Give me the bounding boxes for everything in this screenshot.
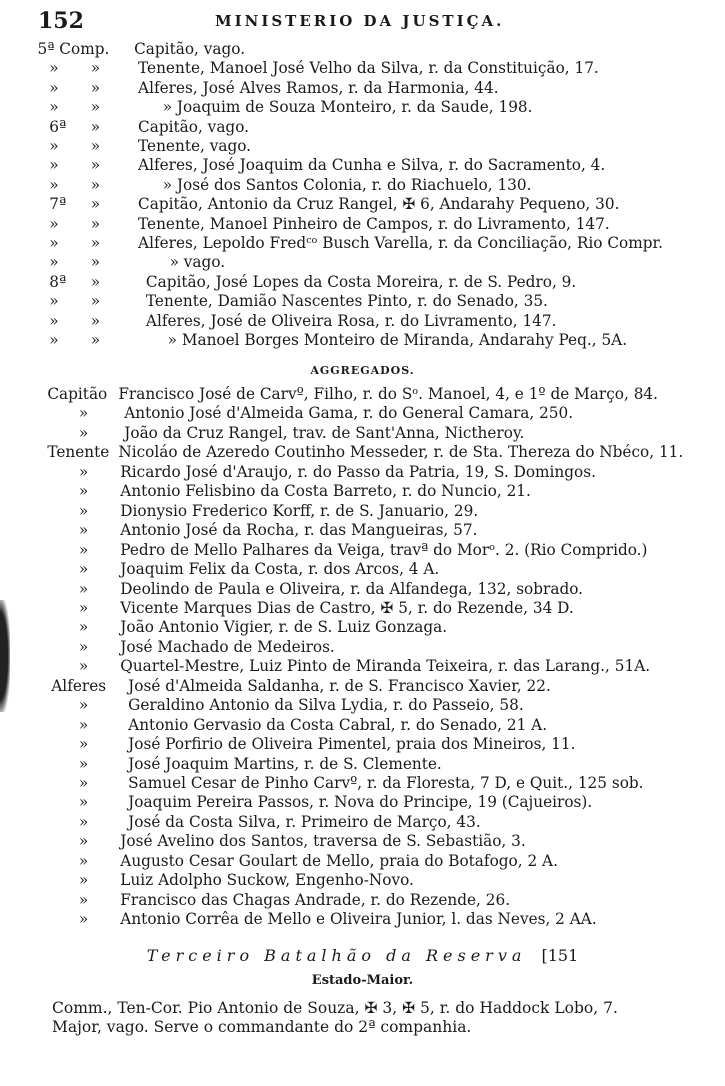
rank-label: » (78, 715, 89, 734)
officer-entry: Samuel Cesar de Pinho Carvº, r. da Floresta, 7 D, e Quit., 125 sob. (128, 774, 644, 792)
officer-entry: Antonio Felisbino da Costa Barreto, r. do Nuncio, 21. (120, 482, 531, 501)
officer-entry: » José dos Santos Colonia, r. do Riachuelo, 130. (162, 175, 532, 194)
company-number: 8ª (49, 272, 67, 291)
officer-entry: Alferes, José de Oliveira Rosa, r. do Livramento, 147. (145, 311, 557, 330)
officer-entry: Dionysio Frederico Korff, r. de S. Januario, 29. (120, 501, 479, 520)
ditto-mark: » (90, 195, 101, 214)
officer-entry: Ricardo José d'Araujo, r. do Passo da Patria, 19, S. Domingos. (120, 462, 596, 481)
rank-label: » (78, 657, 89, 676)
rank-label: » (78, 404, 89, 423)
ditto-mark: » (90, 331, 101, 349)
rank-label: » (78, 871, 89, 890)
section-ref: [151 (541, 946, 579, 965)
officer-entry: Francisco das Chagas Andrade, r. do Rezende, 26. (120, 890, 511, 909)
section-heading: Terceiro Batalhão da Reserva (146, 946, 527, 965)
officer-entry: Joaquim Pereira Passos, r. Nova do Principe, 19 (Cajueiros). (128, 793, 593, 812)
company-number: » (49, 156, 59, 175)
company-number: » (49, 292, 59, 311)
company-number: 6ª (49, 117, 67, 136)
officer-entry: Capitão, vago. (134, 40, 246, 58)
officer-entry: Antonio José d'Almeida Gama, r. do General Camara, 250. (124, 404, 574, 423)
rank-label: » (78, 540, 89, 559)
ditto-mark: » (90, 214, 101, 233)
ditto-mark: » (90, 98, 101, 117)
officer-entry: Antonio Corrêa de Mello e Oliveira Junior, l. das Neves, 2 AA. (120, 910, 597, 929)
officer-entry: José Porfirio de Oliveira Pimentel, praia dos Mineiros, 11. (128, 735, 576, 754)
officer-entry: José Machado de Medeiros. (120, 637, 335, 656)
officer-entry: » Joaquim de Souza Monteiro, r. da Saude, 198. (162, 98, 533, 117)
officer-entry: Capitão, vago. (138, 117, 250, 136)
officer-entry: Augusto Cesar Goulart de Mello, praia do Botafogo, 2 A. (120, 851, 558, 870)
officer-entry: Luiz Adolpho Suckow, Engenho-Novo. (120, 871, 414, 890)
ditto-mark: » (90, 292, 101, 311)
ditto-mark: » (90, 272, 101, 291)
officer-entry: » vago. (169, 253, 226, 272)
officer-entry: Vicente Marques Dias de Castro, ✠ 5, r. do Rezende, 34 D. (120, 598, 574, 617)
rank-label: » (78, 462, 89, 481)
rank-label: » (78, 423, 89, 442)
rank-label: Alferes (51, 676, 107, 695)
rank-label: » (78, 910, 89, 929)
rank-label: » (78, 501, 89, 520)
rank-label: » (78, 618, 89, 637)
officer-entry: Tenente, Manoel Pinheiro de Campos, r. do Livramento, 147. (138, 214, 610, 233)
officer-entry: Capitão, Antonio da Cruz Rangel, ✠ 6, Andarahy Pequeno, 30. (138, 195, 620, 214)
rank-label: » (78, 754, 89, 773)
officer-entry: Nicoláo de Azeredo Coutinho Messeder, r. de Sta. Thereza do Nbéco, 11. (118, 443, 684, 462)
rank-label: Capitão (47, 385, 108, 403)
officer-entry: Francisco José de Carvº, Filho, r. do Sᵒ. Manoel, 4, e 1º de Março, 84. (118, 385, 659, 403)
ditto-mark: » (90, 117, 101, 136)
company-number: » (49, 78, 59, 97)
company-number: 7ª (49, 195, 67, 214)
company-number: » (49, 98, 59, 117)
rank-label: » (78, 793, 89, 812)
page-number: 152 (38, 8, 84, 34)
company-number: » (49, 253, 59, 272)
officer-entry: Joaquim Felix da Costa, r. dos Arcos, 4 A. (120, 560, 440, 579)
rank-label: » (78, 521, 89, 540)
ditto-mark: » (90, 78, 101, 97)
rank-label: Tenente (47, 443, 110, 462)
margin-ink-blot (0, 600, 10, 712)
rank-label: » (78, 832, 89, 851)
officer-entry: Quartel-Mestre, Luiz Pinto de Miranda Teixeira, r. das Larang., 51A. (120, 657, 651, 676)
section-heading-line (0, 946, 725, 965)
officer-entry: Tenente, vago. (138, 137, 252, 155)
company-number: » (49, 331, 59, 349)
ditto-mark: » (90, 234, 101, 252)
rank-label: » (78, 637, 89, 656)
officer-entry: José da Costa Silva, r. Primeiro de Março, 43. (128, 812, 481, 831)
rank-label: » (78, 579, 89, 598)
company-number: » (49, 214, 59, 233)
ditto-mark: » (90, 137, 101, 155)
running-title: MINISTERIO DA JUSTIÇA. (215, 12, 505, 30)
officer-entry: Tenente, Damião Nascentes Pinto, r. do Senado, 35. (145, 292, 548, 311)
rank-label: » (78, 598, 89, 617)
company-number: » (49, 59, 59, 78)
officer-entry: Geraldino Antonio da Silva Lydia, r. do Passeio, 58. (128, 696, 524, 715)
rank-label: » (78, 696, 89, 715)
aggregados-heading: AGGREGADOS. (310, 364, 415, 377)
officer-entry: José Avelino dos Santos, traversa de S. Sebastião, 3. (120, 832, 526, 851)
estado-maior-heading: Estado-Maior. (311, 973, 414, 988)
ditto-mark: » (90, 156, 101, 175)
officer-entry: Alferes, José Joaquim da Cunha e Silva, r. do Sacramento, 4. (138, 156, 606, 175)
ditto-mark: » (90, 311, 101, 330)
officer-entry: João Antonio Vigier, r. de S. Luiz Gonzaga. (120, 618, 448, 637)
rank-label: » (78, 774, 89, 792)
rank-label: » (78, 482, 89, 501)
officer-entry: Antonio Gervasio da Costa Cabral, r. do Senado, 21 A. (128, 715, 548, 734)
officer-entry: Alferes, Lepoldo Fredᶜᵒ Busch Varella, r. da Conciliação, Rio Compr. (138, 234, 664, 252)
rank-label: » (78, 851, 89, 870)
rank-label: » (78, 890, 89, 909)
ditto-mark: » (90, 175, 101, 194)
officer-entry: Tenente, Manoel José Velho da Silva, r. da Constituição, 17. (138, 59, 599, 78)
company-number: 5ª Comp. (37, 40, 110, 58)
staff-row: Major, vago. Serve o commandante do 2ª companhia. (52, 1018, 472, 1036)
officer-entry: Antonio José da Rocha, r. das Mangueiras, 57. (120, 521, 478, 540)
company-number: » (49, 137, 59, 155)
company-number: » (49, 175, 59, 194)
ditto-mark: » (90, 59, 101, 78)
ditto-mark: » (90, 253, 101, 272)
page-header (0, 8, 725, 34)
company-number: » (49, 311, 59, 330)
officer-entry: » Manoel Borges Monteiro de Miranda, Andarahy Peq., 5A. (167, 331, 628, 349)
officer-entry: Deolindo de Paula e Oliveira, r. da Alfandega, 132, sobrado. (120, 579, 584, 598)
officer-entry: Pedro de Mello Palhares da Veiga, travª do Morᵒ. 2. (Rio Comprido.) (120, 540, 648, 559)
officer-entry: Capitão, José Lopes da Costa Moreira, r. de S. Pedro, 9. (145, 272, 577, 291)
officer-entry: Alferes, José Alves Ramos, r. da Harmonia, 44. (138, 78, 499, 97)
officer-entry: João da Cruz Rangel, trav. de Sant'Anna, Nictheroy. (124, 423, 525, 442)
rank-label: » (78, 735, 89, 754)
rank-label: » (78, 812, 89, 831)
company-number: » (49, 234, 59, 252)
officer-entry: José d'Almeida Saldanha, r. de S. Francisco Xavier, 22. (128, 676, 551, 695)
rank-label: » (78, 560, 89, 579)
officer-entry: José Joaquim Martins, r. de S. Clemente. (128, 754, 442, 773)
staff-row: Comm., Ten-Cor. Pio Antonio de Souza, ✠ 3, ✠ 5, r. do Haddock Lobo, 7. (52, 999, 618, 1017)
